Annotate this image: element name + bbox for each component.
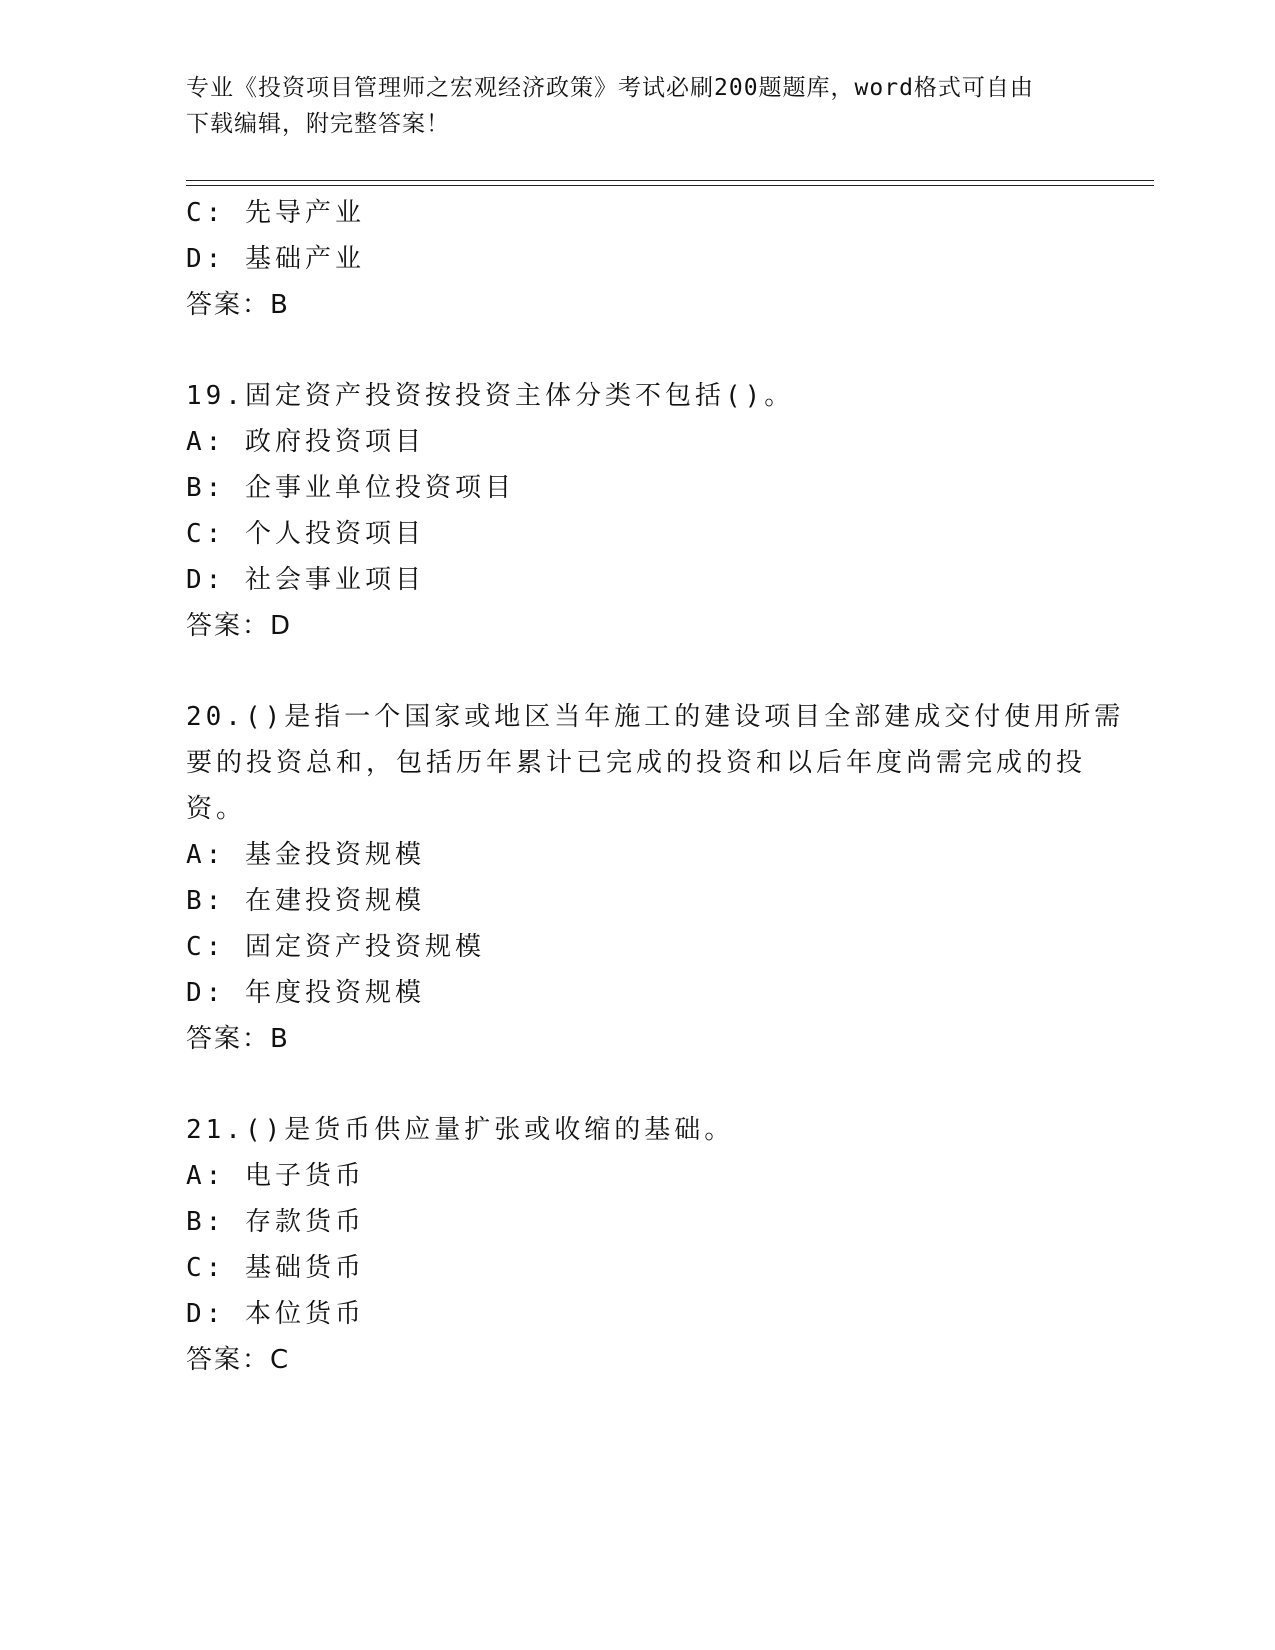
question-block-19 (186, 373, 1086, 649)
page-header (186, 70, 1086, 142)
header-line-1: 专业《投资项目管理师之宏观经济政策》考试必刷200题题库，word格式可自由 (186, 75, 1034, 101)
answer-value: B (270, 1024, 290, 1054)
question-list (186, 190, 1125, 1383)
header-line-2: 下载编辑，附完整答案！ (186, 111, 450, 137)
answer-value: B (270, 290, 290, 320)
answer-value: D (270, 611, 293, 641)
question-stem-continued: 资。 (186, 794, 247, 824)
option-c: C: 先导产业 (186, 198, 365, 228)
option-c: C: 固定资产投资规模 (186, 932, 485, 962)
option-a: A: 电子货币 (186, 1161, 365, 1191)
answer-label: 答案： (186, 1345, 271, 1375)
question-stem: 21.()是货币供应量扩张或收缩的基础。 (186, 1115, 735, 1145)
option-c: C: 个人投资项目 (186, 519, 425, 549)
option-b: B: 在建投资规模 (186, 886, 425, 916)
question-block-20 (186, 694, 1125, 1062)
answer-line (186, 603, 1086, 649)
option-d: D: 本位货币 (186, 1299, 365, 1329)
answer-line (186, 282, 1086, 328)
header-rule-bottom (186, 185, 1154, 186)
question-stem: 19.固定资产投资按投资主体分类不包括()。 (186, 381, 795, 411)
answer-line (186, 1016, 1086, 1062)
answer-value: C (270, 1345, 291, 1375)
option-a: A: 基金投资规模 (186, 840, 425, 870)
answer-label: 答案： (186, 611, 271, 641)
option-b: B: 存款货币 (186, 1207, 365, 1237)
option-d: D: 年度投资规模 (186, 978, 425, 1008)
question-block-18 (186, 190, 1086, 328)
option-d: D: 基础产业 (186, 244, 365, 274)
question-stem: 20.()是指一个国家或地区当年施工的建设项目全部建成交付使用所需 (186, 702, 1125, 732)
answer-label: 答案： (186, 290, 271, 320)
answer-line (186, 1337, 1086, 1383)
option-a: A: 政府投资项目 (186, 427, 425, 457)
option-b: B: 企事业单位投资项目 (186, 473, 515, 503)
question-block-21 (186, 1107, 1086, 1383)
option-d: D: 社会事业项目 (186, 565, 425, 595)
header-rule-top (186, 180, 1154, 181)
question-stem-continued: 要的投资总和，包括历年累计已完成的投资和以后年度尚需完成的投 (186, 748, 1087, 778)
option-c: C: 基础货币 (186, 1253, 365, 1283)
answer-label: 答案： (186, 1024, 271, 1054)
